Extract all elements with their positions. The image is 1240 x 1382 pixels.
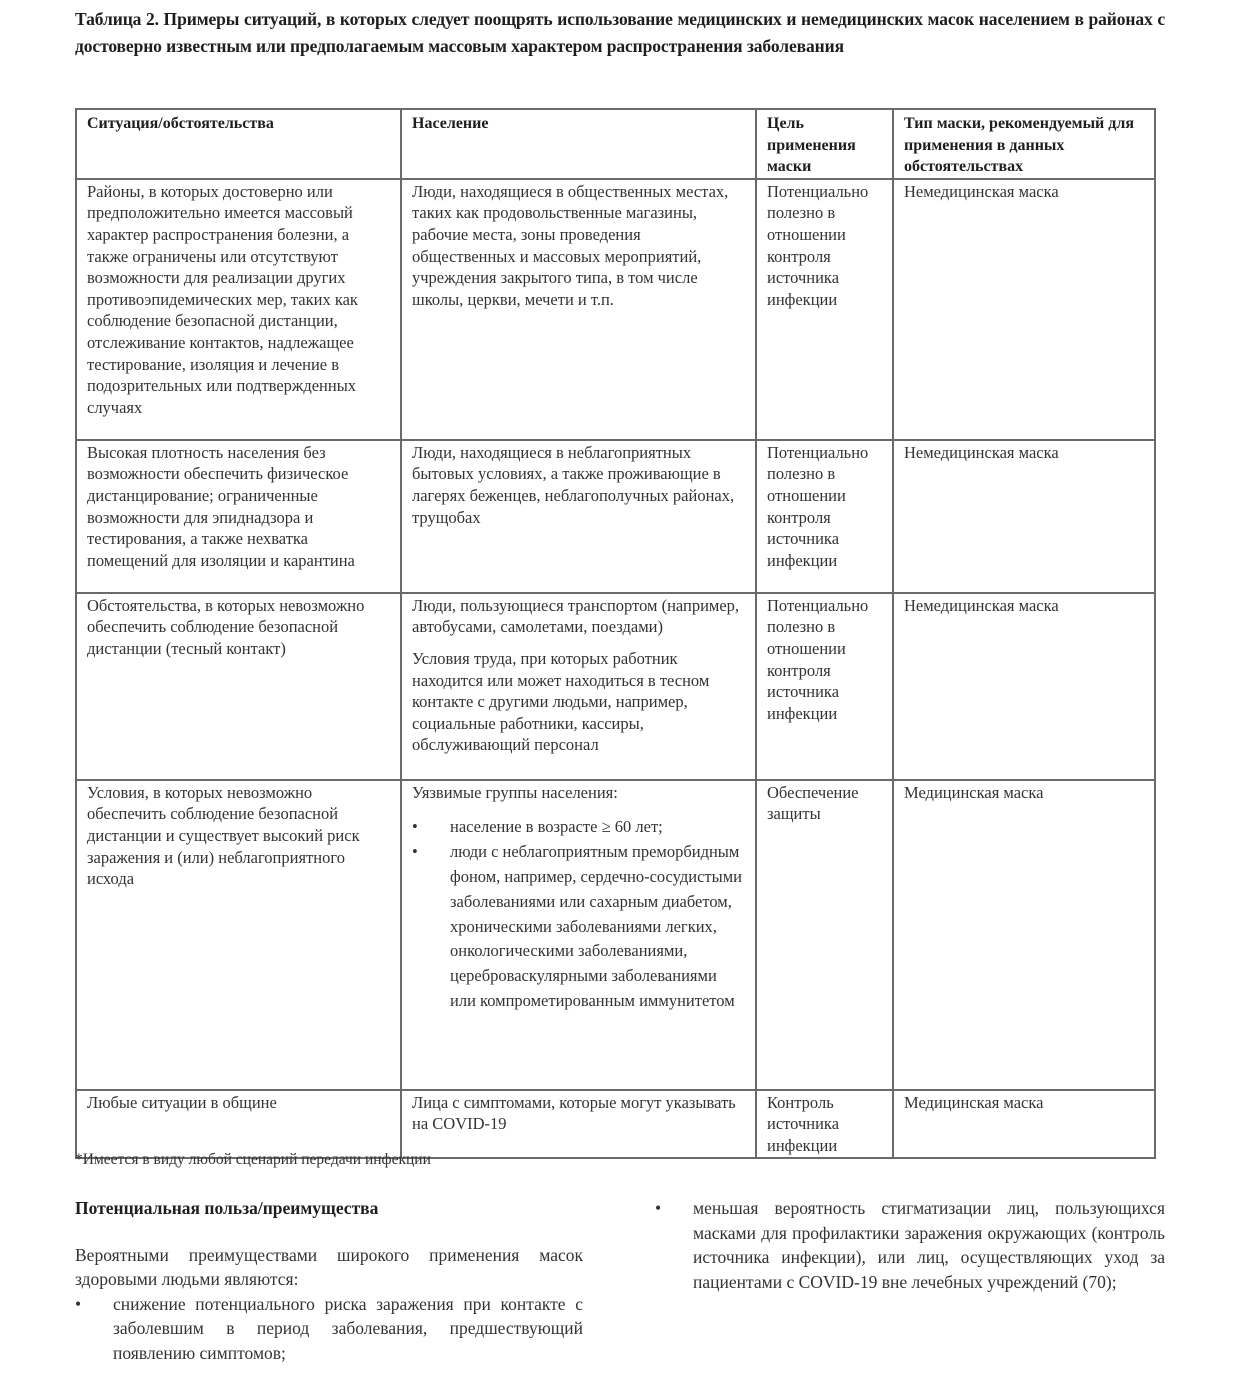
cell-mask-type: Немедицинская маска bbox=[893, 593, 1155, 780]
population-transport: Люди, пользующиеся транспортом (например, автобусами, самолетами, поездами) bbox=[412, 595, 740, 637]
bullet-icon: • bbox=[655, 1198, 662, 1218]
table-footnote: *Имеется в виду любой сценарий передачи инфекции bbox=[75, 1151, 431, 1168]
cell-population bbox=[401, 593, 756, 780]
population-work: Условия труда, при которых работник находится или может находиться в тесном контакте с другими людьми, например, социальные работники, кассиры, обслуживающий персонал bbox=[412, 648, 710, 755]
cell-mask-type: Медицинская маска bbox=[893, 1090, 1155, 1158]
section-title: Потенциальная польза/преимущества bbox=[75, 1198, 379, 1218]
header-situation: Ситуация/обстоятельства bbox=[76, 109, 401, 179]
header-purpose: Цель применения маски bbox=[756, 109, 893, 179]
table-row bbox=[76, 780, 1155, 1090]
list-item: • население в возрасте ≥ 60 лет; bbox=[412, 815, 745, 840]
table-row bbox=[76, 440, 1155, 593]
mask-recommendations-table bbox=[75, 108, 1156, 1159]
list-item: • люди с неблагоприятным преморбидным фоном, например, сердечно-сосудистыми заболеваниями или сахарным диабетом, хроническими заболеваниями легких, онкологическими заболеваниями, цереброваскулярными заболеваниями или компрометированным иммунитетом bbox=[412, 842, 742, 1010]
table-header-row bbox=[76, 109, 1155, 179]
table-caption: Таблица 2. Примеры ситуаций, в которых следует поощрять использование медицинских и немедицинских масок населением в районах с достоверно известным или предполагаемым массовым характером распространения заболевания bbox=[75, 9, 1165, 56]
cell-population: Лица с симптомами, которые могут указывать на COVID-19 bbox=[401, 1090, 756, 1158]
table-row bbox=[76, 179, 1155, 440]
cell-situation: Обстоятельства, в которых невозможно обеспечить соблюдение безопасной дистанции (тесный контакт) bbox=[76, 593, 401, 780]
benefits-right-column bbox=[655, 1196, 1165, 1294]
cell-purpose: Потенциально полезно в отношении контроля источника инфекции bbox=[756, 179, 893, 440]
cell-mask-type: Немедицинская маска bbox=[893, 179, 1155, 440]
table-row bbox=[76, 1090, 1155, 1158]
benefits-left-column bbox=[75, 1196, 583, 1365]
cell-population bbox=[401, 780, 756, 1090]
table-row bbox=[76, 593, 1155, 780]
cell-purpose: Потенциально полезно в отношении контроля источника инфекции bbox=[756, 593, 893, 780]
cell-purpose: Потенциально полезно в отношении контроля источника инфекции bbox=[756, 440, 893, 593]
cell-purpose: Обеспечение защиты bbox=[756, 780, 893, 1090]
bullet-icon: • bbox=[412, 842, 418, 862]
header-population: Население bbox=[401, 109, 756, 179]
list-item: • меньшая вероятность стигматизации лиц, пользующихся масками для профилактики заражения окружающих (контроль источника инфекции), или лиц, осуществляющих уход за пациентами с COVID-19 вне лечебных учреждений (70); bbox=[655, 1198, 1165, 1292]
cell-situation: Высокая плотность населения без возможности обеспечить физическое дистанцирование; ограниченные возможности для эпиднадзора и тестирования, а также нехватка помещений для изоляции и карантина bbox=[76, 440, 401, 593]
cell-situation: Любые ситуации в общине bbox=[76, 1090, 401, 1158]
cell-population: Люди, находящиеся в общественных местах, таких как продовольственные магазины, рабочие места, зоны проведения общественных и массовых мероприятий, учреждения закрытого типа, в том числе школы, церкви, мечети и т.п. bbox=[401, 179, 756, 440]
vulnerable-groups-list bbox=[412, 815, 745, 1013]
header-mask-type: Тип маски, рекомендуемый для применения в данных обстоятельствах bbox=[893, 109, 1155, 179]
cell-mask-type: Немедицинская маска bbox=[893, 440, 1155, 593]
cell-situation: Районы, в которых достоверно или предположительно имеется массовый характер распространения болезни, а также ограничены или отсутствуют возможности для реализации других противоэпидемических мер, таких как соблюдение безопасной дистанции, отслеживание контактов, надлежащее тестирование, изоляция и лечение в подозрительных или подтвержденных случаях bbox=[76, 179, 401, 440]
cell-mask-type: Медицинская маска bbox=[893, 780, 1155, 1090]
cell-purpose: Контроль источника инфекции bbox=[756, 1090, 893, 1158]
bullet-icon: • bbox=[75, 1293, 82, 1314]
bullet-icon: • bbox=[412, 817, 418, 837]
population-vulnerable-label: Уязвимые группы населения: bbox=[412, 782, 618, 802]
cell-situation: Условия, в которых невозможно обеспечить соблюдение безопасной дистанции и существует высокий риск заражения и (или) неблагоприятного исхода bbox=[76, 780, 401, 1090]
cell-population: Люди, находящиеся в неблагоприятных бытовых условиях, а также проживающие в лагерях беженцев, неблагополучных районах, трущобах bbox=[401, 440, 756, 593]
benefits-intro: Вероятными преимуществами широкого применения масок здоровыми людьми являются: bbox=[75, 1244, 583, 1289]
list-item: • снижение потенциального риска заражения при контакте с заболевшим в период заболевания, предшествующий появлению симптомов; bbox=[75, 1293, 583, 1363]
